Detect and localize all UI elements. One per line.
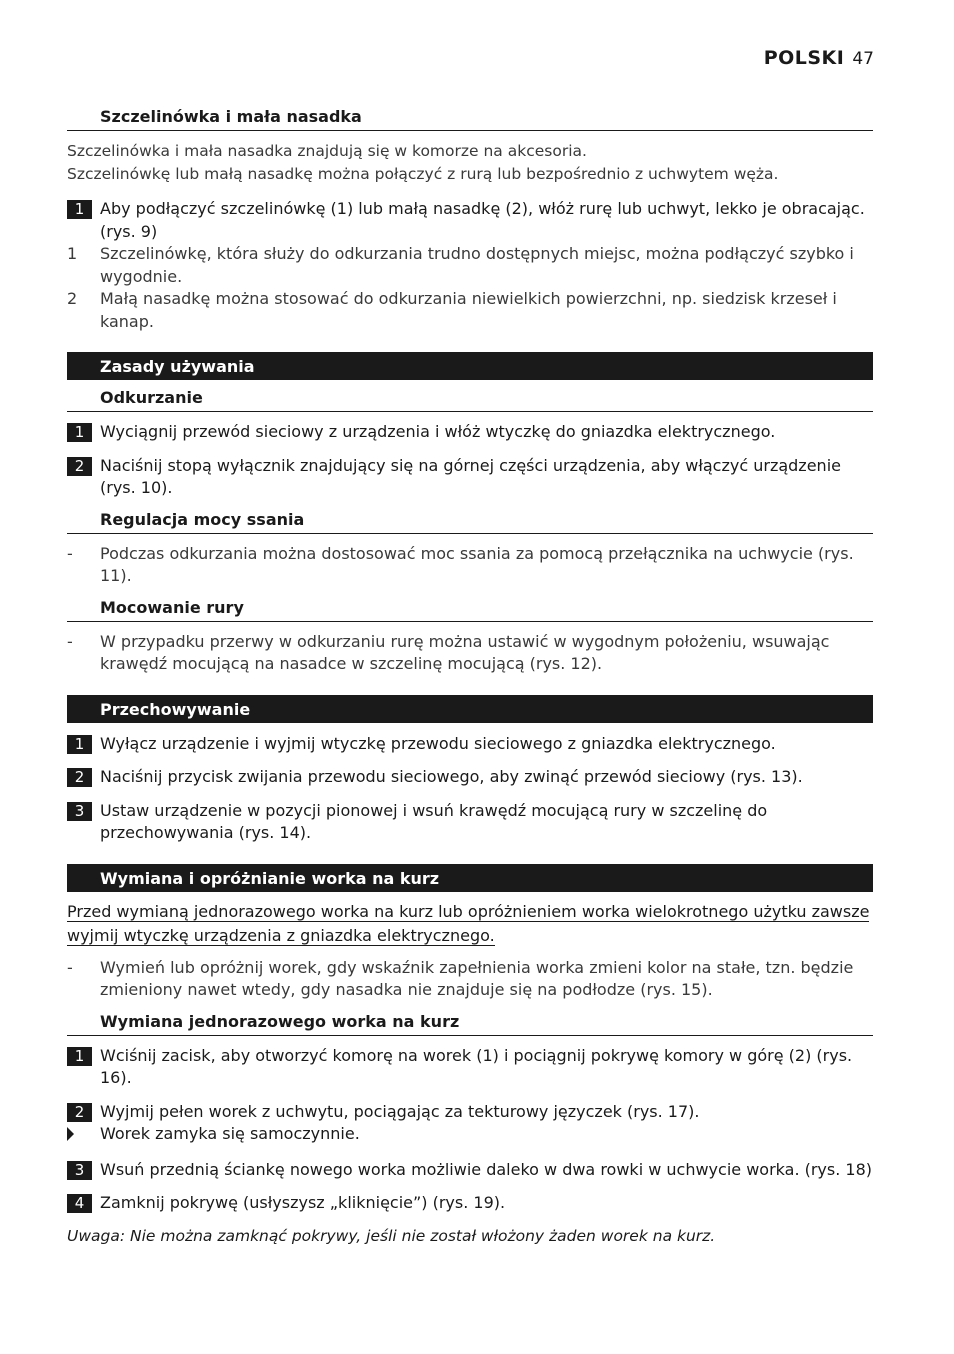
section-bar-storage: Przechowywanie [67,695,873,723]
subheading-replace-bag: Wymiana jednorazowego worka na kurz [67,1011,873,1036]
step-text: Wyciągnij przewód sieciowy z urządzenia i włóż wtyczkę do gniazdka elektrycznego. [100,422,776,441]
subheading-vacuuming: Odkurzanie [67,387,873,412]
note-text: Uwaga: Nie można zamknąć pokrywy, jeśli nie został włożony żaden worek na kurz. [67,1226,716,1245]
step-number: 2 [67,768,92,787]
page-number: 47 [852,49,874,69]
step-item [67,733,873,756]
warning-text [67,900,873,948]
bullet-item [67,543,873,588]
dash-marker: - [67,957,73,977]
step-number: 3 [67,802,92,821]
step-text: Wyłącz urządzenie i wyjmij wtyczkę przewodu sieciowego z gniazdka elektrycznego. [100,733,776,753]
step-number: 4 [67,1194,92,1213]
subheading-suction-power: Regulacja mocy ssania [67,509,873,534]
dash-marker: - [67,631,73,651]
numbered-item [67,243,873,288]
step-text: Aby podłączyć szczelinówkę (1) lub małą nasadkę (2), włóż rurę lub uchwyt, lekko je obracając. (rys. 9) [100,199,865,241]
bullet-text: Wymień lub opróżnij worek, gdy wskaźnik zapełnienia worka zmieni kolor na stałe, tzn. będzie zmieniony nawet wtedy, gdy nasadka nie znajduje się na podłodze (rys. 15). [100,957,854,999]
step-item [67,1101,873,1124]
step-number: 1 [67,200,92,219]
subheading-tube-parking: Mocowanie rury [67,597,873,622]
step-text: Zamknij pokrywę (usłyszysz „kliknięcie”) (rys. 19). [100,1193,506,1212]
bullet-item [67,631,873,676]
step-item [67,1159,873,1182]
step-item [67,455,873,500]
step-number: 3 [67,1161,92,1180]
section-bar-dustbag: Wymiana i opróżnianie worka na kurz [67,864,873,892]
item-number: 1 [67,244,78,263]
paragraph: Szczelinówka i mała nasadka znajdują się w komorze na akcesoria. [67,142,587,160]
section-bar-usage: Zasady używania [67,352,873,380]
step-item [67,198,873,243]
numbered-item [67,288,873,333]
step-item [67,766,873,789]
step-number: 2 [67,457,92,476]
step-item [67,800,873,845]
item-number: 2 [67,289,78,308]
step-text: Naciśnij stopą wyłącznik znajdujący się na górnej części urządzenia, aby włączyć urządzenie (rys. 10). [100,455,841,497]
bullet-text: W przypadku przerwy w odkurzaniu rurę można ustawić w wygodnym położeniu, wsuwając krawędź mocującą na nasadce w szczelinę mocującą (rys. 12). [100,631,830,673]
bullet-item [67,957,873,1002]
step-text: Naciśnij przycisk zwijania przewodu sieciowego, aby zwinąć przewód sieciowy (rys. 13). [100,767,803,786]
step-text: Wciśnij zacisk, aby otworzyć komorę na worek (1) i pociągnij pokrywę komory w górę (2) (rys. 16). [100,1045,853,1087]
step-text: Wsuń przednią ściankę nowego worka możliwie daleko w dwa rowki w uchwycie worka. (rys. 18) [100,1159,873,1179]
step-item [67,421,873,444]
item-text: Małą nasadkę można stosować do odkurzania niewielkich powierzchni, np. siedzisk krzeseł i kanap. [100,289,837,331]
page-header [764,47,874,69]
language-label: POLSKI [763,47,845,69]
paragraph: Szczelinówkę lub małą nasadkę można połączyć z rurą lub bezpośrednio z uchwytem węża. [67,164,779,183]
step-number: 1 [67,735,92,754]
bullet-text: Podczas odkurzania można dostosować moc ssania za pomocą przełącznika na uchwycie (rys. 11). [100,543,854,585]
warning-underlined: Przed wymianą jednorazowego worka na kurz lub opróżnieniem worka wielokrotnego użytku zawsze wyjmij wtyczkę urządzenia z gniazdka elektrycznego. [67,901,870,945]
result-item [67,1123,873,1148]
step-number: 1 [67,1047,92,1066]
step-text: Ustaw urządzenie w pozycji pionowej i wsuń krawędź mocującą rury w szczelinę do przechowywania (rys. 14). [100,800,768,842]
step-number: 2 [67,1103,92,1122]
step-text: Wyjmij pełen worek z uchwytu, pociągając za tekturowy języczek (rys. 17). [100,1101,700,1121]
step-number: 1 [67,423,92,442]
result-text: Worek zamyka się samoczynnie. [100,1124,360,1143]
subheading-crevice-tool: Szczelinówka i mała nasadka [67,106,873,131]
content-column [67,106,873,1247]
dash-marker: - [67,543,73,563]
step-item [67,1192,873,1215]
result-arrow-icon [67,1127,74,1141]
item-text: Szczelinówkę, która służy do odkurzania trudno dostępnych miejsc, można podłączyć szybko i wygodnie. [100,244,854,286]
step-item [67,1045,873,1090]
